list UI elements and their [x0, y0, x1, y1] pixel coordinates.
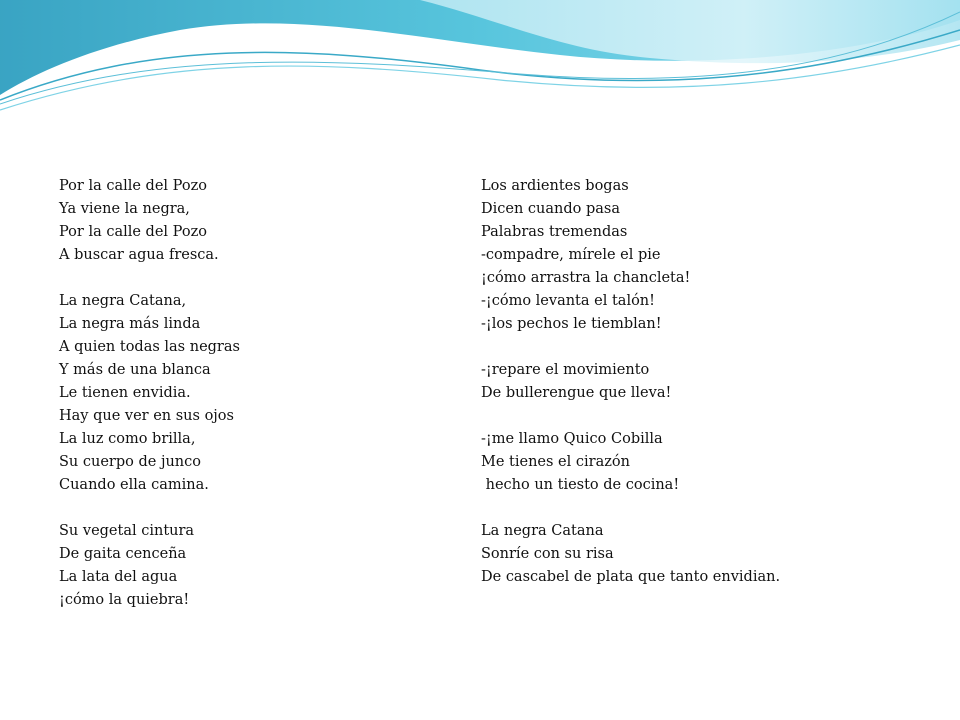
poem-line: Le tienen envidia.	[59, 385, 191, 401]
poem-line: Ya viene la negra,	[59, 201, 190, 217]
poem-line: hecho un tiesto de cocina!	[481, 477, 680, 493]
poem-right-column	[481, 175, 901, 589]
poem-line: -compadre, mírele el pie	[481, 247, 661, 263]
poem-line: -¡cómo levanta el talón!	[481, 293, 655, 309]
poem-line: Dicen cuando pasa	[481, 201, 620, 217]
poem-line: Y más de una blanca	[59, 362, 211, 378]
poem-line: -¡los pechos le tiemblan!	[481, 316, 662, 332]
poem-left-column	[59, 175, 479, 612]
poem-line: La negra Catana	[481, 523, 604, 539]
stanza-break	[481, 336, 901, 359]
poem-line: Su cuerpo de junco	[59, 454, 201, 470]
stanza-break	[59, 267, 479, 290]
poem-line: De gaita cenceña	[59, 546, 187, 562]
poem-line: De cascabel de plata que tanto envidian.	[481, 569, 781, 585]
stanza-break	[481, 497, 901, 520]
poem-line: Me tienes el cirazón	[481, 454, 630, 470]
stanza-break	[481, 405, 901, 428]
poem-line: Por la calle del Pozo	[59, 178, 207, 194]
poem-line: Su vegetal cintura	[59, 523, 195, 539]
poem-line: Cuando ella camina.	[59, 477, 209, 493]
poem-line: Sonríe con su risa	[481, 546, 614, 562]
poem-line: Hay que ver en sus ojos	[59, 408, 234, 424]
poem-line: A buscar agua fresca.	[59, 247, 219, 263]
poem-line: De bullerengue que lleva!	[481, 385, 672, 401]
poem-line: A quien todas las negras	[59, 339, 240, 355]
poem-line: ¡cómo arrastra la chancleta!	[481, 270, 691, 286]
poem-line: -¡repare el movimiento	[481, 362, 650, 378]
poem-line: La negra Catana,	[59, 293, 187, 309]
poem-line: La luz como brilla,	[59, 431, 196, 447]
stanza-break	[59, 497, 479, 520]
poem-line: -¡me llamo Quico Cobilla	[481, 431, 663, 447]
poem-line: Por la calle del Pozo	[59, 224, 207, 240]
poem-line: La lata del agua	[59, 569, 178, 585]
poem-line: ¡cómo la quiebra!	[59, 592, 190, 608]
poem-line: Los ardientes bogas	[481, 178, 629, 194]
poem-line: Palabras tremendas	[481, 224, 628, 240]
wave-banner	[0, 0, 960, 130]
poem-line: La negra más linda	[59, 316, 201, 332]
